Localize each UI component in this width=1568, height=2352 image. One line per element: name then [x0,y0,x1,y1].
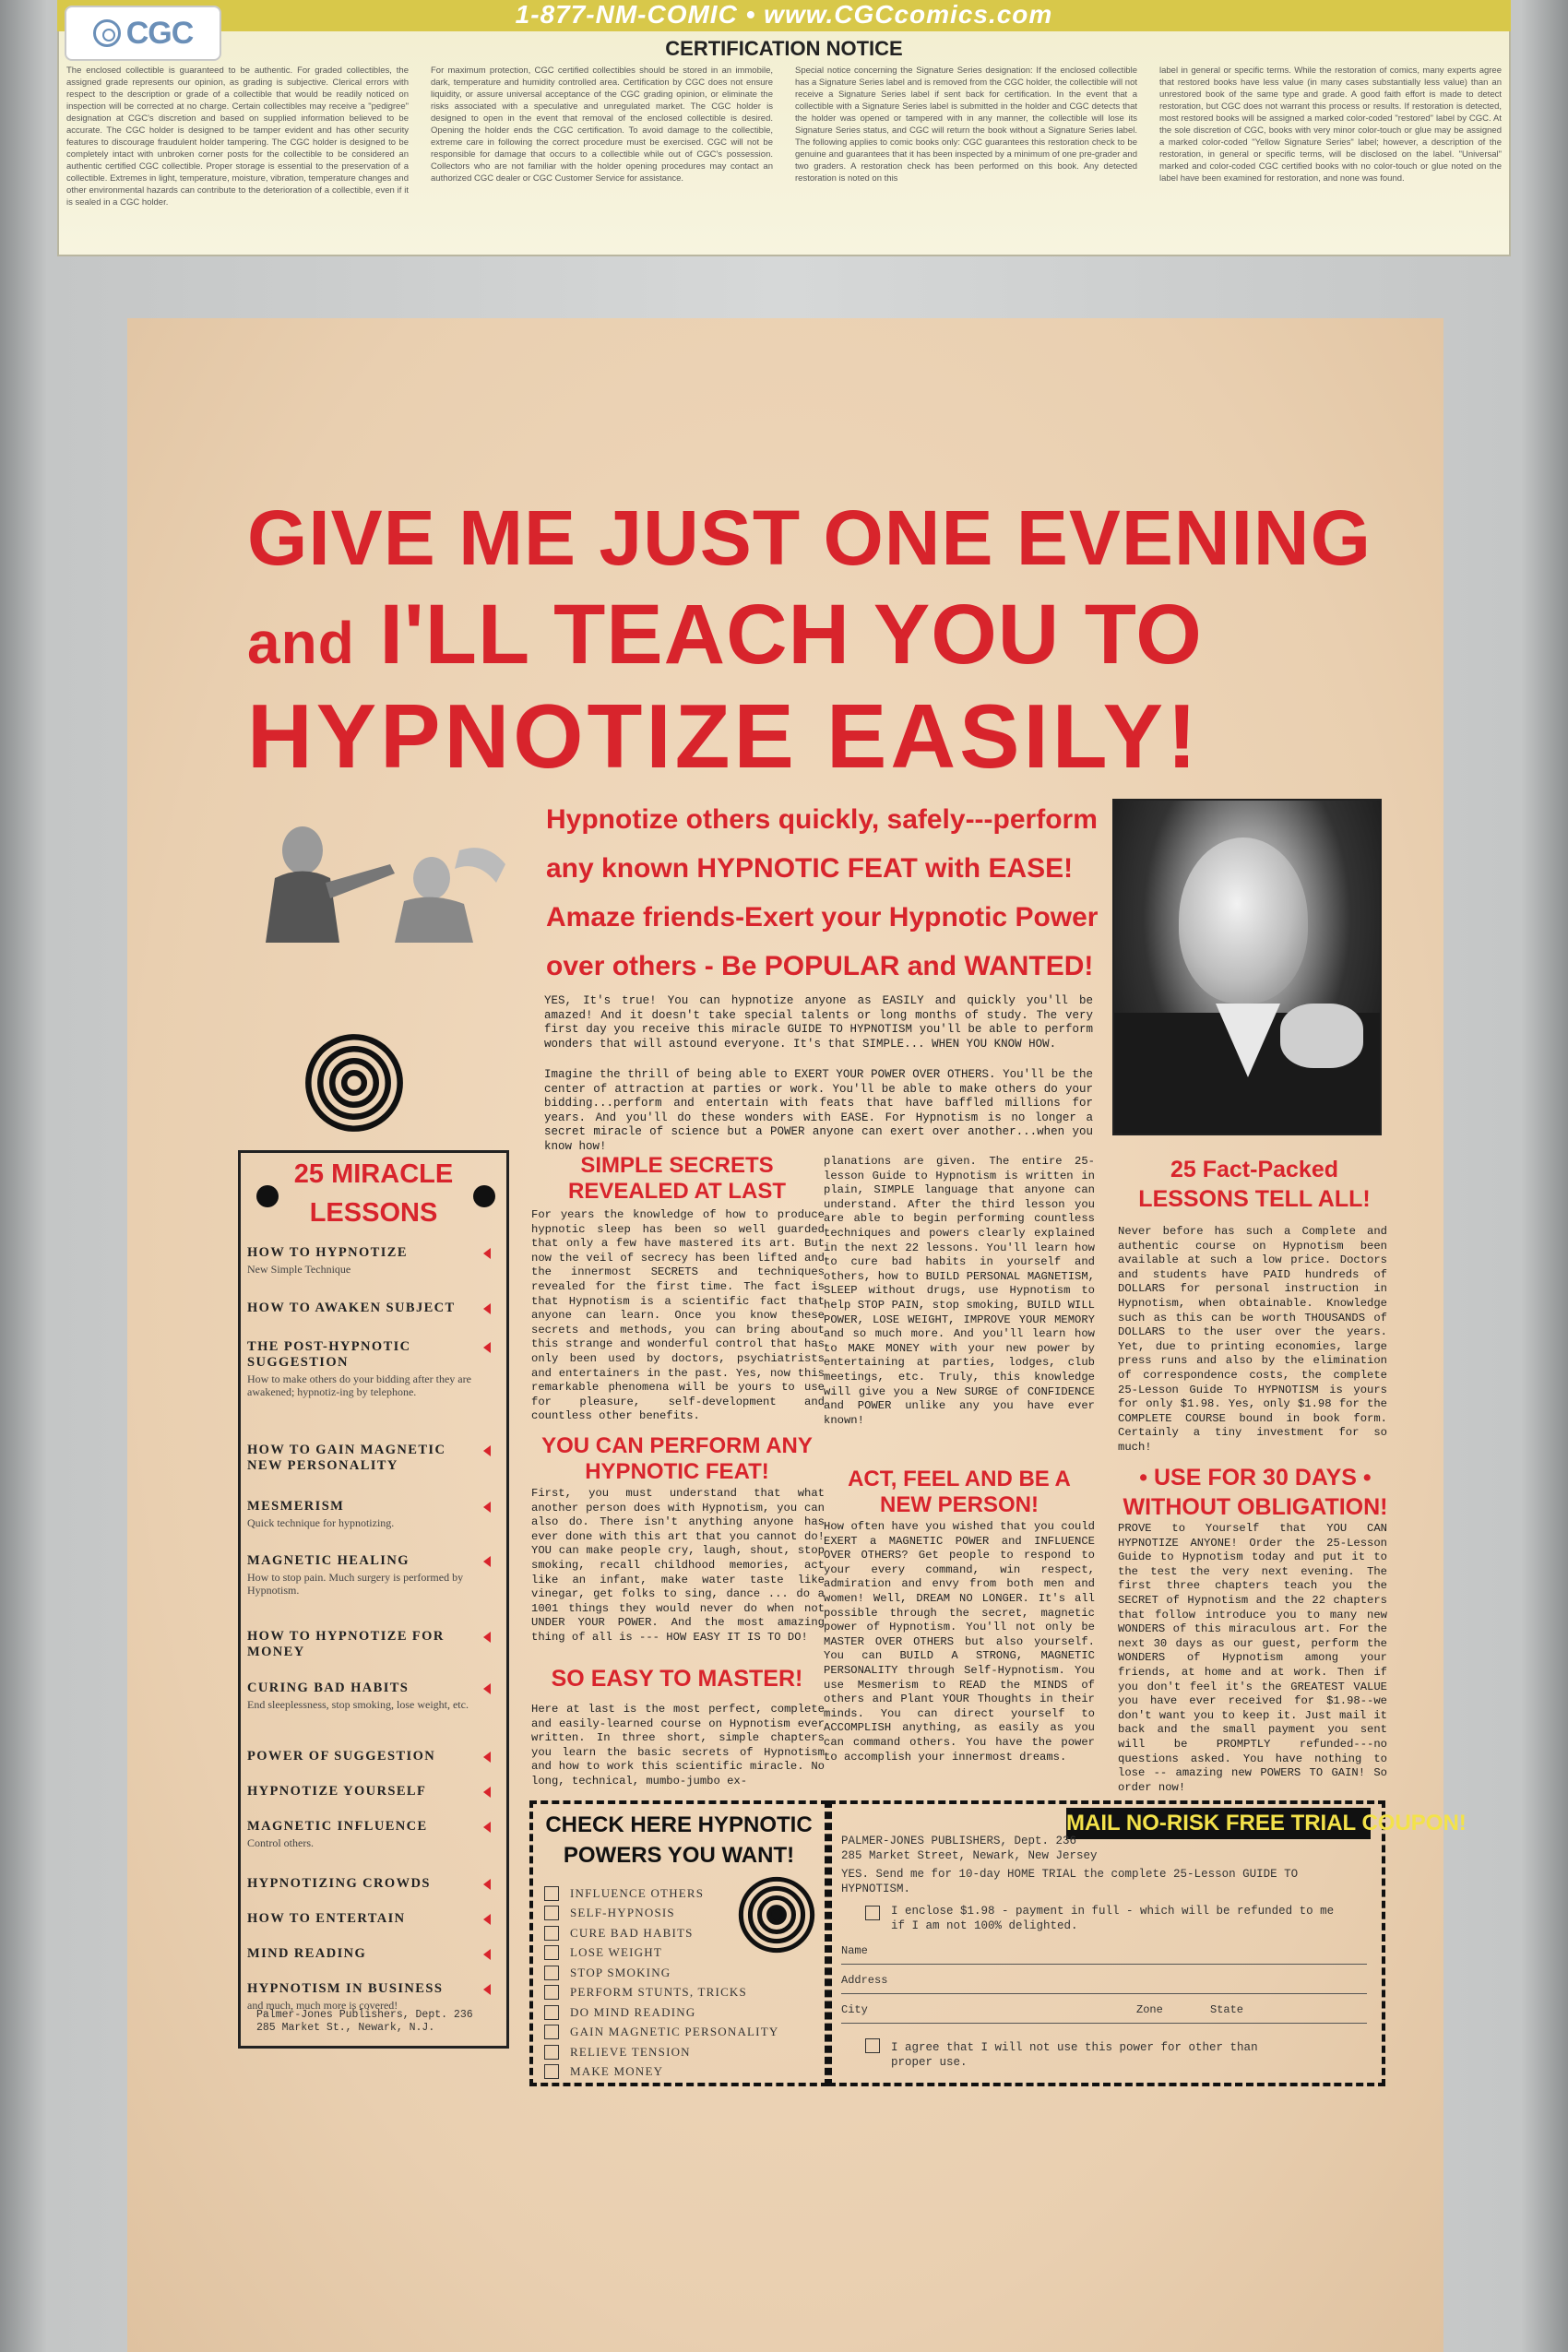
checklist-item[interactable] [544,2002,821,2022]
lesson-title: THE POST-HYPNOTIC SUGGESTION [247,1339,411,1370]
checkbox[interactable] [544,2064,559,2079]
tagline-line: any known HYPNOTIC FEAT with EASE! [546,853,1074,884]
lesson-title: POWER OF SUGGESTION [247,1749,436,1764]
cert-column: For maximum protection, CGC certified collectibles should be stored in an immobile, dark, temperature and humidity controlled area. Certification by CGC does not ensure liquidity, or assure universal acceptance of the CGC grading opinion, or eliminate the risks associated with a speculative and unregulated market. The CGC holder is designed to open in the event that removal of the enclosed collectible is desired. Opening the holder ends the CGC certification. To avoid damage to the collectible, extreme care in following the correct procedure must be exercised. CGC will not be responsible for damage that occurs to a collectible while out of CGC's possession. Collectors who are not familiar with the holder opening procedures may contact an authorized CGC dealer or CGC Customer Service for assistance. [431,65,773,184]
col1-heading-2: YOU CAN PERFORM ANY HYPNOTIC FEAT! [541,1433,813,1484]
coupon-text: YES. Send me for 10-day HOME TRIAL the complete 25-Lesson GUIDE TO HYPNOTISM. [841,1868,1299,1895]
lesson-item [247,1443,505,1476]
checkbox[interactable] [544,1906,559,1920]
coupon-payment-checkbox[interactable] [865,1906,880,1920]
hypnotist-portrait [1112,799,1382,1135]
lesson-subtitle: How to make others do your bidding after they are awakened; hypnotiz-ing by telephone. [247,1372,471,1398]
lesson-title: MAGNETIC HEALING [247,1553,410,1568]
checkbox[interactable] [544,1886,559,1901]
checklist-item[interactable] [544,2062,821,2082]
col2-text-1: planations are given. The entire 25-lesson Guide to Hypnotism is written in plain, SIMPLE language that anyone can understand. After the third lesson you are able to begin performing countless techniques and powers clearly explained in the next 22 lessons. You'll learn how to cure bad habits in yourself and others, how to BUILD PERSONAL MAGNETISM, SLEEP without drugs, use Hypnotism to help STOP PAIN, stop smoking, BUILD WILL POWER, LOSE WEIGHT, IMPROVE YOUR MEMORY and so much more. And you'll learn how to MAKE MONEY with your new power by entertaining at parties, lodges, club meetings, etc. Truly, this knowledge will give you a New SURGE of CONFIDENCE and POWER unlike any you have ever known! [824,1155,1095,1427]
checkbox[interactable] [544,1966,559,1980]
coupon-address-label: Address [841,1974,888,1987]
checklist-item[interactable] [544,2042,821,2061]
cgc-logo-text: CGC [125,15,194,51]
coupon-publisher: PALMER-JONES PUBLISHERS, Dept. 236 285 Market Street, Newark, New Jersey [841,1835,1098,1862]
scale-icon [93,19,121,47]
lesson-item [247,1749,505,1766]
cert-column: Special notice concerning the Signature Series designation: If the enclosed collectible has a Signature Series label and is removed from the CGC holder, the collectible will not receive a Signature Series label if sent back for certification. In the event that a collectible with a Signature Series label is submitted in the holder and CGC detects that the holder was opened or tampered with in any manner, the collectible will lose its Signature Series status, and CGC will return the book without a Signature Series label. The following applies to comic books only: CGC guarantees this restoration check to be genuine and guarantees that it has been inspected by a minimum of one pre-grader and two graders. A restoration check has been performed on this book. Any detected restoration is noted on this [795,65,1137,184]
checkbox[interactable] [544,2005,559,2020]
checklist-title-line: CHECK HERE HYPNOTIC [545,1812,813,1837]
col1-text-1: For years the knowledge of how to produce hypnotic sleep has been so well guarded that only a few have mastered its art. But now the veil of secrecy has been lifted and the innermost SECRETS and techniques revealed for the first time. The fact is that Hypnotism is a scientific fact that anyone can learn. Once you know these secrets and methods, you can bring about this strange and wonderful control that has only been used by doctors, psychiatrists and entertainers in the past. Yes, now this remarkable phenomena will be yours to use for pleasure, self-development and countless other benefits. [531,1208,825,1423]
publisher-note: Palmer-Jones Publishers, Dept. 236 285 Market St., Newark, N.J. [256,2009,473,2034]
coupon-agreement: I agree that I will not use this power for other than proper use. [891,2041,1258,2069]
tagline-line: over others - Be POPULAR and WANTED! [546,951,1094,981]
lesson-item [247,1981,505,2012]
coupon-zone-label: Zone [1136,2003,1163,2016]
arrow-icon [483,1445,491,1456]
col3-text-2: PROVE to Yourself that YOU CAN HYPNOTIZE ANYONE! Order the 25-Lesson Guide to Hypnotism today and put it to the test the very next evening. The first three chapters teach you the SECRET of Hypnotism and the 22 chapters that follow introduce you to many new WONDERS of this miraculous art. For the next 30 days as our guest, perform the WONDERS of Hypnotism among your friends, at home and at work. Then if you don't feel it's the GREATEST VALUE you have ever received for $1.98--we don't want you to keep it. Just mail it back and the small payment you sent will be PROMPTLY refunded---no questions asked. You have nothing to lose -- amazing new POWERS TO GAIN! So order now! [1118,1522,1387,1794]
checklist-item[interactable] [544,1983,821,2002]
col2-text-2: How often have you wished that you could EXERT a MAGNETIC POWER and INFLUENCE OVER OTHERS? Get people to respond to your every command, win respect, admiration and envy from both men and women! Well, DREAM NO LONGER. It's all possible through the secret, magnetic power of Hypnotism. You'll not only be MASTER OVER OTHERS but also yourself. You can BUILD A STRONG, MAGNETIC PERSONALITY through Self-Hypnotism. You use Mesmerism to READ the MINDS of others and Plant YOUR Thoughts in their minds. You can direct yourself to ACCOMPLISH anything, as easily as you can command others. You have the power to accomplish your innermost dreams. [824,1520,1095,1764]
checklist-label: SELF-HYPNOSIS [570,1906,675,1919]
tagline [546,795,1099,991]
lesson-subtitle: New Simple Technique [247,1263,351,1276]
coupon-state-label: State [1210,2003,1244,2016]
lesson-item [247,1301,505,1318]
headline-and: and [247,610,355,676]
lesson-title: HOW TO ENTERTAIN [247,1911,406,1926]
checkbox[interactable] [544,2045,559,2060]
lesson-subtitle: Control others. [247,1836,314,1849]
checklist-title [539,1810,819,1871]
col3-heading-1: 25 Fact-Packed LESSONS TELL ALL! [1138,1157,1371,1212]
cert-column: The enclosed collectible is guaranteed to be authentic. For graded collectibles, the assigned grade represents our opinion, as grading is subjective. Clerical errors with respect to the description or grade of a collectible that would be readily noticed on inspection will be corrected at no charge. Certain collectibles may receive a "pedigree" designation at CGC's discretion and based on supplied information believed to be accurate. The CGC holder is designed to be tamper evident and has other security features to discourage fraudulent holder tampering. The CGC holder is designed to be completely intact with unbroken corner posts for the collectible to be considered an authentic certified CGC collectible. Proper storage is essential to the preservation of a collectible. Extremes in light, temperature, moisture, vibration, temperature changes and other environmental hazards can contribute to the deterioration of a collectible, even if it is sealed in a CGC holder. [66,65,409,208]
checklist-label: LOSE WEIGHT [570,1945,662,1959]
lesson-title: HOW TO GAIN MAGNETIC NEW PERSONALITY [247,1443,446,1473]
lesson-title: HOW TO AWAKEN SUBJECT [247,1301,456,1315]
col1-text-3: Here at last is the most perfect, complete and easily-learned course on Hypnotism ever written. In three short, simple chapters you learn the basic secrets of Hypnotism and how to work this scientific miracle. No long, technical, mumbo-jumbo ex- [531,1703,825,1788]
checklist-title-line: POWERS YOU WANT! [563,1843,795,1868]
coupon-agree-checkbox[interactable] [865,2038,880,2053]
headline-line-3: HYPNOTIZE EASILY! [247,685,1201,787]
lesson-item [247,1819,505,1849]
lesson-item [247,1499,505,1529]
headline-line-2 [247,590,1391,687]
headline-line-1: GIVE ME JUST ONE EVENING [247,494,1372,581]
coupon-city-field[interactable] [841,2003,1367,2024]
col2-heading-2: ACT, FEEL AND BE A NEW PERSON! [848,1467,1071,1517]
hypnotist-illustration [238,814,515,943]
lesson-title: HYPNOTIZE YOURSELF [247,1784,427,1799]
certification-text [66,65,1502,249]
lesson-title: HYPNOTIZING CROWDS [247,1876,431,1891]
spiral-icon [304,1033,404,1133]
coupon-address-field[interactable] [841,1974,1367,1994]
intro-paragraph-2: Imagine the thrill of being able to EXERT YOUR POWER OVER OTHERS. You'll be the center of attraction at parties or work. You'll be able to make others do your bidding...perform and entertain with feats that have baffled millions for years. And you'll do these wonders with EASE. For Hypnotism is no longer a secret miracle of science but a POWER anyone can exert over another...when you know how! [544,1068,1093,1153]
checklist-item[interactable] [544,1963,821,1982]
lesson-item [247,1339,505,1398]
col3-heading-2: • USE FOR 30 DAYS • WITHOUT OBLIGATION! [1123,1465,1388,1520]
lesson-item [247,1876,505,1894]
arrow-icon [483,1632,491,1643]
checkbox[interactable] [544,2025,559,2039]
lesson-title: HYPNOTISM IN BUSINESS [247,1981,444,1996]
headline-teach: I'LL TEACH YOU TO [379,588,1203,682]
lesson-item [247,1911,505,1929]
checklist-item[interactable] [544,2023,821,2042]
checklist-label: GAIN MAGNETIC PERSONALITY [570,2025,779,2038]
checklist-label: INFLUENCE OTHERS [570,1885,705,1900]
lesson-subtitle: and much, much more is covered! [247,1999,398,2012]
col3-text-1: Never before has such a Complete and authentic course on Hypnotism been available at such a low price. Doctors and students have PAID hundreds of DOLLARS for personal instruction in Hypnotism, when obtainable. Knowledge such as this can be worth THOUSANDS of DOLLARS to the user over the years. Yet, due to printing economies, large press runs and also by the elimination of correspondence costs, the complete 25-Lesson Guide To HYPNOTISM is yours for only $1.98. Yes, only $1.98 for the COMPLETE COURSE bound in book form. Certainly a tiny investment for so much! [1118,1225,1387,1454]
lesson-item [247,1946,505,1964]
spiral-icon [738,1876,815,1954]
lesson-subtitle: How to stop pain. Much surgery is performed by Hypnotism. [247,1571,464,1597]
cgc-logo [65,6,221,61]
lessons-title-line: LESSONS [309,1198,438,1228]
checkbox[interactable] [544,1926,559,1941]
intro-paragraph: YES, It's true! You can hypnotize anyone as EASILY and quickly you'll be amazed! And it doesn't take special talents or long months of study. The very first day you receive this miracle GUIDE TO HYPNOTISM you'll be able to perform wonders that will astound everyone. It's that SIMPLE... WHEN YOU KNOW HOW. [544,994,1093,1051]
lesson-title: HOW TO HYPNOTIZE FOR MONEY [247,1629,445,1659]
col1-text-2: First, you must understand that what another person does with Hypnotism, you can also do. There isn't anything anyone has ever done with this art that you cannot do! YOU can make people cry, laugh, shout, stop smoking, recall childhood memories, act like an infant, make water taste like vinegar, get folks to sing, dance ... do a 1001 things they would never do when not UNDER YOUR POWER. And the most amazing thing of all is --- HOW EASY IT IS TO DO! [531,1487,825,1644]
lesson-item [247,1681,505,1711]
checklist-label: DO MIND READING [570,2004,696,2019]
arrow-icon [483,1342,491,1353]
coupon-name-label: Name [841,1944,868,1957]
checklist-label: MAKE MONEY [570,2064,664,2078]
tagline-line: Hypnotize others quickly, safely---perform [546,804,1098,835]
lesson-title: MAGNETIC INFLUENCE [247,1819,428,1834]
col1-heading-3: SO EASY TO MASTER! [551,1666,803,1692]
checkbox[interactable] [544,1945,559,1960]
coupon-payment-option: I enclose $1.98 - payment in full - which will be refunded to me if I am not 100% delighted. [891,1905,1335,1932]
hotline-text: 1-877-NM-COMIC • www.CGCcomics.com [515,0,1053,29]
checklist-label: RELIEVE TENSION [570,2044,691,2059]
lesson-title: HOW TO HYPNOTIZE [247,1245,408,1260]
tagline-line: Amaze friends-Exert your Hypnotic Power [546,902,1099,932]
col1-heading-1: SIMPLE SECRETS REVEALED AT LAST [567,1153,786,1204]
checklist-label: STOP SMOKING [570,1965,671,1979]
lesson-subtitle: Quick technique for hypnotizing. [247,1516,395,1529]
lessons-title [256,1155,491,1232]
checklist-label: CURE BAD HABITS [570,1925,694,1940]
lesson-title: MIND READING [247,1946,367,1961]
lesson-item [247,1245,505,1276]
certification-title: CERTIFICATION NOTICE [665,37,903,60]
lesson-item [247,1784,505,1801]
checkbox[interactable] [544,1985,559,2000]
cert-column: label in general or specific terms. While the restoration of comics, many experts agree that restored books have less value (in many cases substantially less value) than an unrestored book of the same type and grade. A good faith effort is made to detect restoration, but CGC does not warrant this process or results. If restoration is detected, most restored books will be assigned a marked color-coded "restored" label by CGC. At the sole discretion of CGC, books with very minor color-touch or glue may be assigned a marked color-coded "Yellow Signature Series" label; however, a description of the restoration, in general or specific terms, will be disclosed on the label. "Universal" marked and color-coded CGC certified books with no color-touch or glue noted on the label have been examined for restoration, and none was found. [1159,65,1502,184]
lessons-title-line: 25 MIRACLE [293,1159,454,1189]
checklist-label: PERFORM STUNTS, TRICKS [570,1985,747,1999]
lesson-title: MESMERISM [247,1499,345,1514]
coupon-title: MAIL NO-RISK FREE TRIAL COUPON! [1066,1808,1371,1839]
coupon-name-field[interactable] [841,1944,1367,1965]
coupon-city-label: City [841,2003,868,2016]
lesson-item [247,1553,505,1597]
lesson-title: CURING BAD HABITS [247,1681,410,1695]
lesson-item [247,1629,505,1662]
lesson-subtitle: End sleeplessness, stop smoking, lose weight, etc. [247,1698,469,1711]
